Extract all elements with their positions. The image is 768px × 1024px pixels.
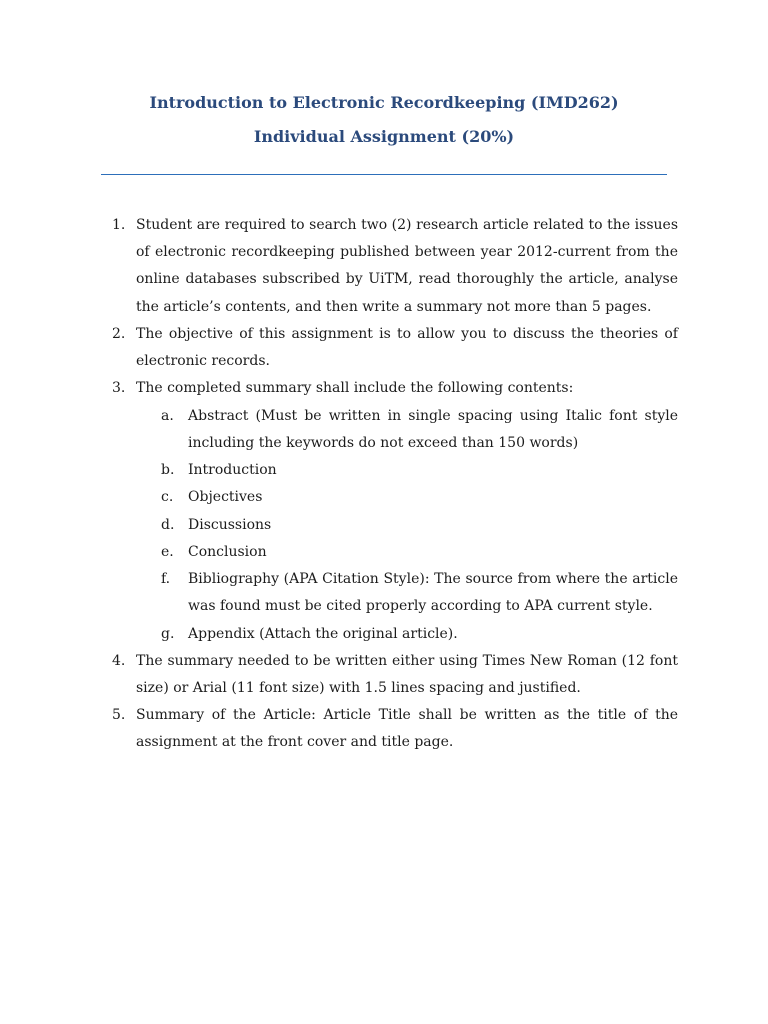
sub-list-item-letter: f. bbox=[161, 571, 171, 587]
sub-list-item-letter: d. bbox=[161, 517, 175, 533]
sub-list-item-text: Appendix (Attach the original article). bbox=[188, 626, 458, 642]
sub-list-item-letter: b. bbox=[161, 462, 175, 478]
list-item-text: Summary of the Article: Article Title shall be written as the title of the assignment at the front cover and title page. bbox=[136, 707, 678, 751]
list-item-text: The objective of this assignment is to allow you to discuss the theories of electronic records. bbox=[136, 326, 678, 370]
document-subtitle: Individual Assignment (20%) bbox=[253, 127, 515, 146]
list-item-number: 4. bbox=[112, 653, 126, 669]
document-title: Introduction to Electronic Recordkeeping (IMD262) bbox=[149, 93, 619, 112]
list-item-text: The summary needed to be written either using Times New Roman (12 font size) or Arial (11 font size) with 1.5 lines spacing and justified. bbox=[136, 653, 678, 697]
sub-list-item-text: Discussions bbox=[188, 517, 272, 533]
list-item-text: Student are required to search two (2) research article related to the issues of electronic recordkeeping published between year 2012-current from the online databases subscribed by UiTM, read thoroughly the article, analyse the article’s contents, and then write a summary not more than 5 pages. bbox=[136, 217, 678, 315]
list-item-text: The completed summary shall include the following contents: bbox=[136, 380, 574, 396]
sub-list-item-letter: e. bbox=[161, 544, 174, 560]
list-item-number: 5. bbox=[112, 707, 126, 723]
list-item-number: 1. bbox=[112, 217, 126, 233]
sub-list-item-letter: g. bbox=[161, 626, 175, 642]
sub-list-item-letter: c. bbox=[161, 489, 174, 505]
sub-list-item-text: Objectives bbox=[188, 489, 263, 505]
sub-list-item-text: Abstract (Must be written in single spacing using Italic font style including the keywords do not exceed than 150 words) bbox=[188, 408, 678, 452]
sub-list-item-text: Conclusion bbox=[188, 544, 267, 560]
title-divider bbox=[101, 174, 667, 175]
sub-list-item-letter: a. bbox=[161, 408, 174, 424]
sub-list-item-text: Introduction bbox=[188, 462, 277, 478]
list-item-number: 3. bbox=[112, 380, 126, 396]
list-item-number: 2. bbox=[112, 326, 126, 342]
sub-list-item-text: Bibliography (APA Citation Style): The source from where the article was found must be cited properly according to APA current style. bbox=[188, 571, 678, 615]
